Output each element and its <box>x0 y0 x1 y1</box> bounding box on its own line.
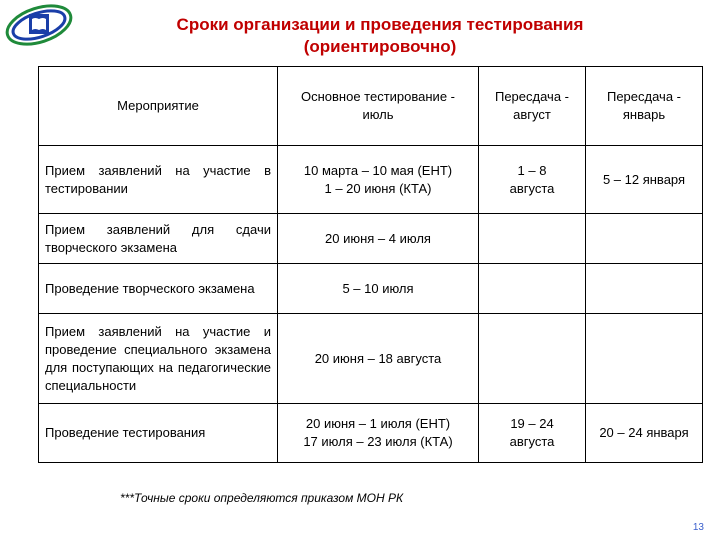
main-cell <box>278 146 479 214</box>
event-cell: Проведение тестирования <box>39 404 278 463</box>
main-cell: 5 – 10 июля <box>278 264 479 314</box>
table-row <box>39 314 703 404</box>
january-cell <box>586 214 703 264</box>
august-cell <box>479 404 586 463</box>
main-cell: 20 июня – 18 августа <box>278 314 479 404</box>
title-line-1: Сроки организации и проведения тестирования <box>176 15 584 34</box>
header-main: Основное тестирование - июль <box>278 67 479 146</box>
august-cell <box>479 314 586 404</box>
january-cell <box>586 264 703 314</box>
august-line: августа <box>509 180 555 196</box>
august-line: 19 – 24 <box>510 416 554 431</box>
event-cell: Проведение творческого экзамена <box>39 264 278 314</box>
footnote: ***Точные сроки определяются приказом МОН РК <box>120 491 404 505</box>
header-august: Пересдача - август <box>479 67 586 146</box>
august-cell <box>479 214 586 264</box>
main-cell <box>278 404 479 463</box>
table-row <box>39 404 703 463</box>
january-cell: 5 – 12 января <box>586 146 703 214</box>
table-row <box>39 146 703 214</box>
main-line: 20 июня – 1 июля (ЕНТ) <box>305 416 451 431</box>
header-event: Мероприятие <box>39 67 278 146</box>
august-line: 1 – 8 <box>517 162 547 178</box>
event-cell: Прием заявлений на участие в тестировании <box>39 146 278 214</box>
january-cell: 20 – 24 января <box>586 404 703 463</box>
logo-icon <box>4 4 74 46</box>
table-row <box>39 214 703 264</box>
main-line: 1 – 20 июня (КТА) <box>324 180 432 196</box>
main-line: 10 марта – 10 мая (ЕНТ) <box>303 162 453 178</box>
main-line: 17 июля – 23 июля (КТА) <box>303 434 453 449</box>
table-row <box>39 264 703 314</box>
event-cell: Прием заявлений для сдачи творческого экзамена <box>39 214 278 264</box>
page-title <box>100 14 660 58</box>
august-cell <box>479 146 586 214</box>
table-header-row <box>39 67 703 146</box>
august-line: августа <box>509 434 555 449</box>
event-cell: Прием заявлений на участие и проведение специального экзамена для поступающих на педагогические специальности <box>39 314 278 404</box>
title-line-2: (ориентировочно) <box>303 37 457 56</box>
schedule-table <box>38 66 703 463</box>
january-cell <box>586 314 703 404</box>
page-number: 13 <box>692 522 704 533</box>
main-cell: 20 июня – 4 июля <box>278 214 479 264</box>
august-cell <box>479 264 586 314</box>
header-january: Пересдача - январь <box>586 67 703 146</box>
